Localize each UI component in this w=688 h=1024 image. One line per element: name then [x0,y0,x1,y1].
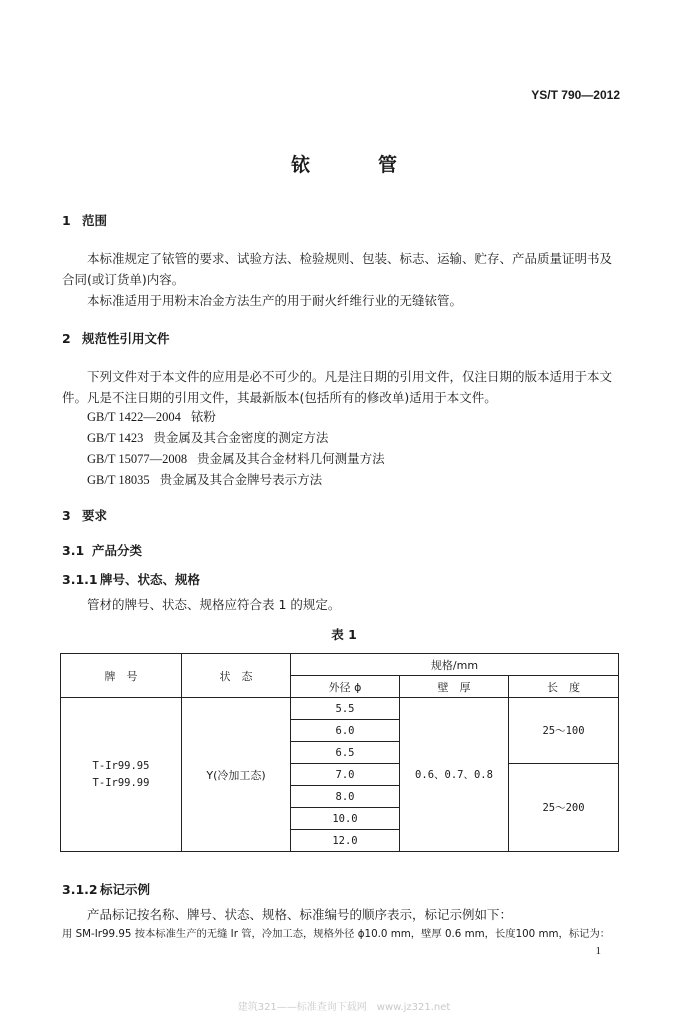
reference-title: 贵金属及其合金材料几何测量方法 [197,451,385,466]
section-number: 2 [62,331,71,346]
section-number: 3 [62,508,71,523]
section-1-paragraph-2: 本标准适用于用粉末冶金方法生产的用于耐火纤维行业的无缝铱管。 [87,293,463,308]
outer-diameter-cell: 6.5 [291,742,400,764]
section-3-1-1-paragraph: 管材的牌号、状态、规格应符合表 1 的规定。 [87,597,341,612]
reference-item [87,449,385,467]
section-number: 3.1.1 [62,572,98,587]
section-title: 标记示例 [100,882,151,897]
spec-table [60,653,619,852]
grade-cell [61,698,182,852]
grade-2: T-Ir99.99 [92,776,150,789]
section-title: 范围 [82,213,108,228]
section-2-paragraph-1: 下列文件对于本文件的应用是必不可少的。凡是注日期的引用文件，仅注日期的版本适用于本文件。凡是不注日期的引用文件，其最新版本(包括所有的修改单)适用于本文件。 [62,369,613,405]
section-number: 3.1 [62,543,85,558]
state-cell: Y(冷加工态) [182,698,291,852]
reference-title: 贵金属及其合金牌号表示方法 [159,472,323,487]
length-cell-1: 25～100 [509,698,619,764]
section-title: 规范性引用文件 [82,331,170,346]
standard-code: YS/T 790—2012 [531,88,620,102]
outer-diameter-cell: 12.0 [291,830,400,852]
header-state: 状 态 [182,654,291,698]
outer-diameter-cell: 5.5 [291,698,400,720]
wall-thickness-cell: 0.6、0.7、0.8 [400,698,509,852]
title-char-1: 铱 [290,154,310,176]
reference-item [87,470,322,488]
page-number: 1 [595,945,601,957]
reference-title: 贵金属及其合金密度的测定方法 [153,430,329,445]
header-wall-thickness: 壁 厚 [400,676,509,698]
header-outer-diameter: 外径 ϕ [291,676,400,698]
section-title: 产品分类 [92,543,143,558]
outer-diameter-cell: 6.0 [291,720,400,742]
section-3-1-heading [62,541,142,559]
section-title: 要求 [82,508,108,523]
reference-code: GB/T 15077—2008 [87,452,188,466]
section-3-1-2-paragraph-2: 用 SM-Ir99.95 按本标准生产的无缝 Ir 管，冷加工态，规格外径 ϕ10.0 mm，壁厚 0.6 mm，长度100 mm，标记为： [62,928,611,940]
grade-1: T-Ir99.95 [92,759,150,772]
section-number: 1 [62,213,71,228]
outer-diameter-cell: 8.0 [291,786,400,808]
section-3-1-2-paragraph-1: 产品标记按名称、牌号、状态、规格、标准编号的顺序表示，标记示例如下： [87,907,513,922]
header-length: 长 度 [509,676,619,698]
header-grade: 牌 号 [61,654,182,698]
section-1-heading [62,211,107,229]
reference-item [87,407,216,425]
reference-code: GB/T 1422—2004 [87,410,181,424]
section-3-1-2-heading [62,880,150,898]
reference-item [87,428,328,446]
reference-code: GB/T 1423 [87,431,144,445]
watermark-text: 建筑321——标准查询下载网 www.jz321.net [237,1002,451,1013]
header-spec: 规格/mm [291,654,619,676]
title-char-2: 管 [378,154,398,176]
table-title: 表 1 [331,627,357,642]
section-3-heading [62,506,107,524]
document-title [0,150,688,177]
section-2-heading [62,329,170,347]
section-number: 3.1.2 [62,882,98,897]
section-title: 牌号、状态、规格 [100,572,201,587]
reference-code: GB/T 18035 [87,473,150,487]
length-cell-2: 25～200 [509,764,619,852]
outer-diameter-cell: 7.0 [291,764,400,786]
section-3-1-1-heading [62,570,200,588]
outer-diameter-cell: 10.0 [291,808,400,830]
reference-title: 铱粉 [190,409,216,424]
section-1-paragraph-1: 本标准规定了铱管的要求、试验方法、检验规则、包装、标志、运输、贮存、产品质量证明书及合同(或订货单)内容。 [62,251,613,287]
